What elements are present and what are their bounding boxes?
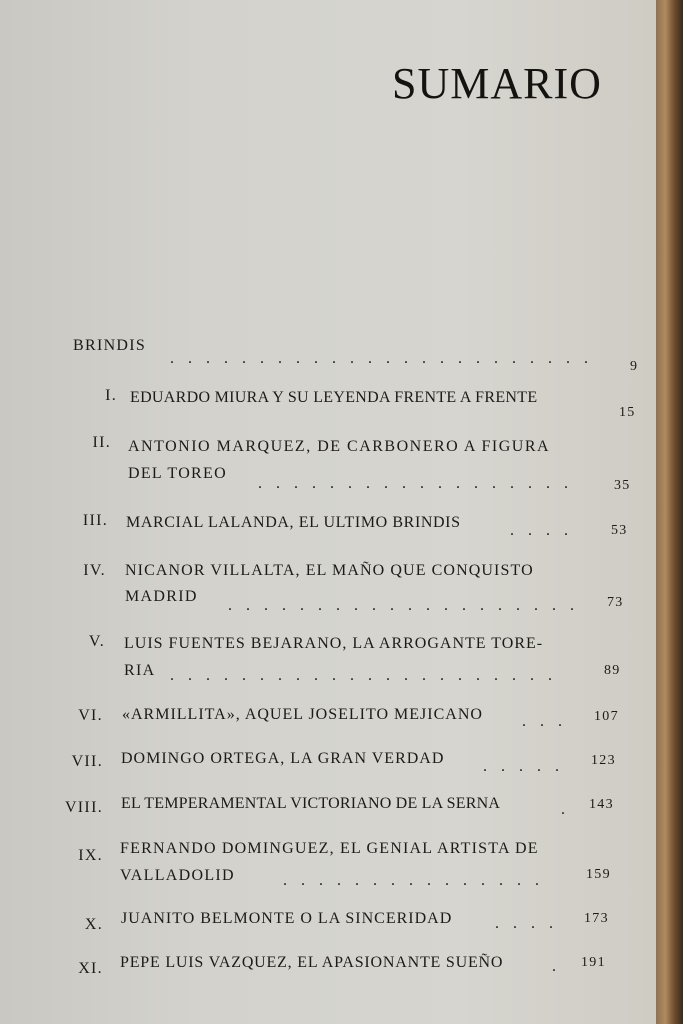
page-number: 173 — [584, 911, 609, 926]
page-number: 15 — [619, 405, 636, 420]
chapter-number: X. — [84, 916, 103, 933]
page-number: 159 — [586, 867, 611, 882]
entry-title: FERNANDO DOMINGUEZ, EL GENIAL ARTISTA DE — [120, 840, 539, 857]
entry-title: PEPE LUIS VAZQUEZ, EL APASIONANTE SUEÑO — [120, 954, 504, 971]
leader-dots: . — [552, 958, 561, 975]
page-number: 107 — [594, 709, 619, 724]
leader-dots: . . . . — [495, 915, 558, 932]
leader-dots: . . . . — [510, 522, 573, 539]
entry-title-continued: VALLADOLID — [120, 867, 235, 884]
chapter-number: VIII. — [64, 799, 103, 816]
leader-dots: . . . . . . . . . . . . . . . . . . . . . . — [170, 667, 557, 684]
leader-dots: . . . . . . . . . . . . . . . — [283, 872, 544, 889]
leader-dots: . . . — [522, 713, 567, 730]
leader-dots: . . . . . — [483, 758, 564, 775]
entry-title-continued: RIA — [124, 662, 156, 679]
chapter-number: III. — [82, 512, 108, 529]
page-edge — [656, 0, 683, 1024]
chapter-number: II. — [92, 434, 111, 451]
chapter-number: V. — [88, 633, 105, 650]
page-number: 35 — [614, 478, 631, 493]
chapter-number: VII. — [71, 753, 103, 770]
entry-title: DOMINGO ORTEGA, LA GRAN VERDAD — [121, 750, 445, 767]
entry-title: JUANITO BELMONTE O LA SINCERIDAD — [121, 910, 453, 927]
leader-dots: . . . . . . . . . . . . . . . . . . . . . . . . — [170, 350, 593, 367]
entry-title-continued: MADRID — [125, 588, 198, 605]
leader-dots: . . . . . . . . . . . . . . . . . . — [258, 475, 573, 492]
entry-title: NICANOR VILLALTA, EL MAÑO QUE CONQUISTO — [125, 562, 534, 579]
entry-title-continued: DEL TOREO — [128, 465, 227, 482]
page-number: 53 — [611, 523, 628, 538]
entry-title: MARCIAL LALANDA, EL ULTIMO BRINDIS — [126, 514, 461, 531]
page-number: 89 — [604, 663, 621, 678]
entry-title: BRINDIS — [73, 337, 147, 354]
chapter-number: I. — [105, 387, 117, 404]
page-number: 143 — [589, 797, 614, 812]
page-number: 9 — [630, 359, 639, 374]
page-title: SUMARIO — [392, 59, 602, 108]
page-number: 73 — [607, 595, 624, 610]
leader-dots: . — [561, 801, 570, 818]
chapter-number: XI. — [78, 960, 103, 977]
page-number: 191 — [581, 955, 606, 970]
leader-dots: . . . . . . . . . . . . . . . . . . . . — [228, 597, 579, 614]
chapter-number: IX. — [78, 847, 103, 864]
entry-title: ANTONIO MARQUEZ, DE CARBONERO A FIGURA — [128, 438, 551, 455]
entry-title: LUIS FUENTES BEJARANO, LA ARROGANTE TORE- — [124, 635, 544, 652]
entry-title: EDUARDO MIURA Y SU LEYENDA FRENTE A FRENTE — [130, 389, 538, 406]
page-number: 123 — [591, 753, 616, 768]
chapter-number: IV. — [83, 562, 106, 579]
chapter-number: VI. — [78, 707, 103, 724]
entry-title: EL TEMPERAMENTAL VICTORIANO DE LA SERNA — [121, 795, 501, 812]
entry-title: «ARMILLITA», AQUEL JOSELITO MEJICANO — [122, 706, 483, 723]
